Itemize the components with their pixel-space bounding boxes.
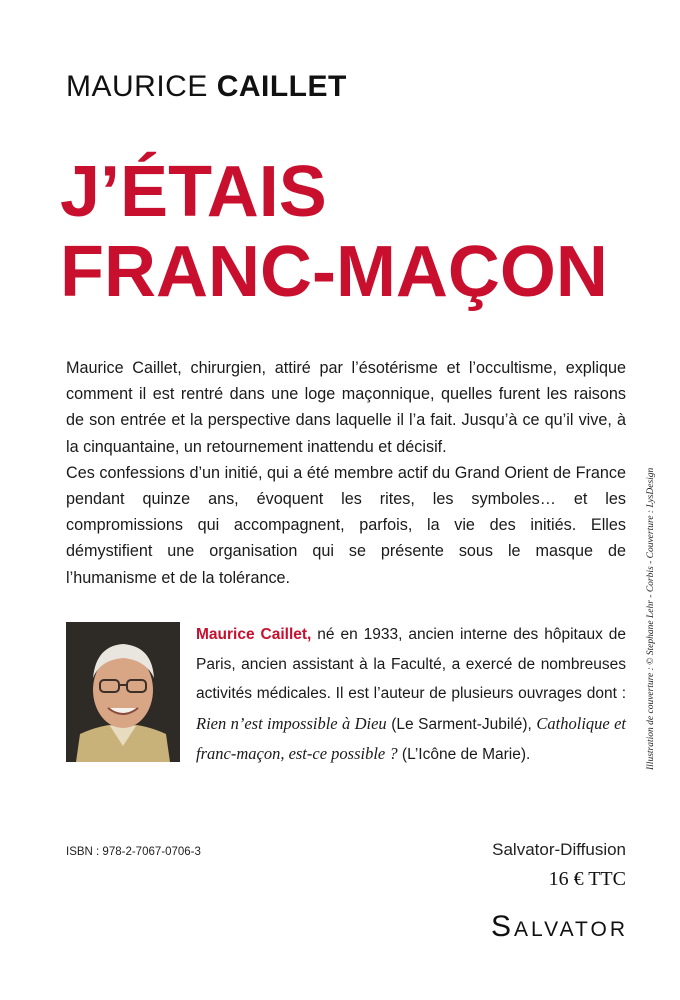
author-first-name: MAURICE	[66, 70, 208, 103]
author-portrait-illustration	[66, 622, 180, 762]
bio-text-3: (L’Icône de Marie).	[397, 746, 531, 763]
author-photo	[66, 622, 180, 762]
cover-credit: Illustration de couverture : © Stephane Lehr - Corbis - Couverture : LysDesign	[646, 467, 656, 770]
author-bio	[196, 620, 626, 770]
title-line-1: J’ÉTAIS	[60, 152, 327, 232]
book-summary	[66, 355, 626, 591]
title-line-2: FRANC-MAÇON	[60, 232, 608, 312]
price: 16 € TTC	[548, 868, 626, 890]
bio-book-1: Rien n’est impossible à Dieu	[196, 713, 387, 733]
distributor: Salvator-Diffusion	[492, 840, 626, 859]
book-title	[60, 152, 608, 312]
author-last-name: CAILLET	[216, 70, 347, 103]
bio-author-name: Maurice Caillet,	[196, 626, 312, 643]
bio-book-2: Catholique et franc-maçon, est-ce possible ?	[196, 713, 626, 763]
bio-text-2: (Le Sarment-Jubilé),	[386, 715, 537, 733]
summary-paragraph-1: Maurice Caillet, chirurgien, attiré par l’ésotérisme et l’occultisme, explique comment il est rentré dans une loge maçonnique, quelles furent les raisons de son entrée et la perspective dans laquelle il l’a fait. Jusqu’à ce qu’il vive, à la cinquantaine, un retournement inattendu et décisif.	[66, 359, 626, 456]
publisher-logo: Salvator	[491, 910, 628, 943]
isbn: ISBN : 978-2-7067-0706-3	[66, 846, 201, 858]
bio-text-1: né en 1933, ancien interne des hôpitaux de Paris, ancien assistant à la Faculté, a exercé de nombreuses activités médicales. Il est l’auteur de plusieurs ouvrages dont :	[196, 626, 626, 702]
author-name	[66, 70, 347, 104]
summary-paragraph-2: Ces confessions d’un initié, qui a été membre actif du Grand Orient de France pendant quinze ans, évoquent les rites, les symboles… et les compromissions qui accompagnent, parfois, la vie des initiés. Elles démystifient une organisation qui se présente sous le masque de l’humanisme et de la tolérance.	[66, 463, 626, 587]
